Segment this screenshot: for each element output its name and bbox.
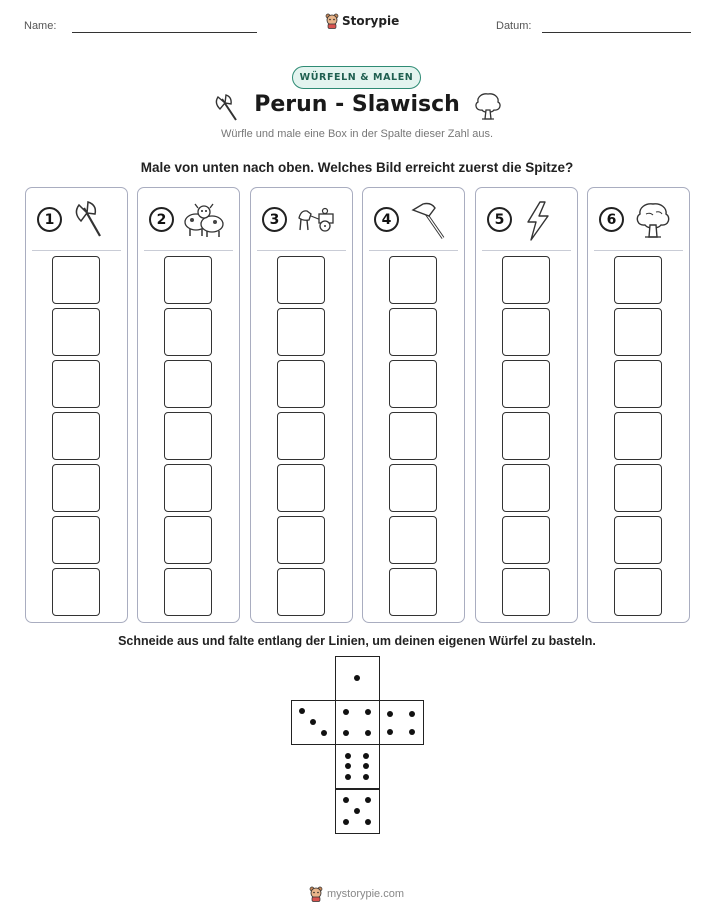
name-label: Name: xyxy=(24,20,57,32)
date-label: Datum: xyxy=(496,20,532,32)
color-box[interactable] xyxy=(614,256,662,304)
color-box[interactable] xyxy=(389,568,437,616)
column-divider xyxy=(369,250,458,251)
column-header xyxy=(588,188,689,252)
color-box[interactable] xyxy=(52,412,100,460)
column-number: 3 xyxy=(262,207,287,232)
subtitle: Würfle und male eine Box in der Spalte dieser Zahl aus. xyxy=(220,128,494,140)
lightning-icon xyxy=(520,200,556,242)
dice-face-1 xyxy=(335,656,380,701)
color-box[interactable] xyxy=(502,308,550,356)
column-3 xyxy=(250,187,353,623)
color-box[interactable] xyxy=(389,360,437,408)
pip xyxy=(354,675,360,681)
oak-tree-icon xyxy=(472,90,504,122)
pip xyxy=(409,711,415,717)
dice-face-4 xyxy=(335,700,380,745)
column-1 xyxy=(25,187,128,623)
color-box[interactable] xyxy=(277,360,325,408)
footer-url[interactable]: mystorypie.com xyxy=(327,888,405,900)
color-box[interactable] xyxy=(164,308,212,356)
dice-face-3 xyxy=(291,700,336,745)
column-header xyxy=(251,188,352,252)
pip xyxy=(299,708,305,714)
instructions: Male von unten nach oben. Welches Bild erreicht zuerst die Spitze? xyxy=(140,160,574,175)
dice-face-2 xyxy=(379,700,424,745)
cut-instructions: Schneide aus und falte entlang der Linien, um deinen eigenen Würfel zu basteln. xyxy=(118,634,596,648)
color-box[interactable] xyxy=(52,256,100,304)
date-line[interactable] xyxy=(542,32,691,33)
color-box[interactable] xyxy=(502,360,550,408)
dice-face-5 xyxy=(335,789,380,834)
color-box[interactable] xyxy=(614,568,662,616)
color-box[interactable] xyxy=(52,568,100,616)
pip xyxy=(345,753,351,759)
color-box[interactable] xyxy=(389,464,437,512)
pip xyxy=(343,819,349,825)
logo-text: Storypie xyxy=(342,14,400,28)
column-5 xyxy=(475,187,578,623)
column-header xyxy=(476,188,577,252)
column-divider xyxy=(482,250,571,251)
hammer-icon xyxy=(407,200,449,242)
column-4 xyxy=(362,187,465,623)
color-box[interactable] xyxy=(502,568,550,616)
pip xyxy=(343,730,349,736)
mascot-icon xyxy=(309,886,323,902)
horse-cart-icon xyxy=(295,200,339,240)
column-2 xyxy=(137,187,240,623)
storypie-logo xyxy=(325,13,399,29)
color-box[interactable] xyxy=(614,516,662,564)
color-box[interactable] xyxy=(614,412,662,460)
dice-face-6 xyxy=(335,744,380,789)
activity-badge: WÜRFELN & MALEN xyxy=(292,66,421,89)
pip xyxy=(345,763,351,769)
pip xyxy=(345,774,351,780)
color-box[interactable] xyxy=(277,308,325,356)
color-box[interactable] xyxy=(277,256,325,304)
color-box[interactable] xyxy=(502,256,550,304)
color-box[interactable] xyxy=(164,464,212,512)
column-6 xyxy=(587,187,690,623)
color-box[interactable] xyxy=(614,464,662,512)
color-box[interactable] xyxy=(52,308,100,356)
column-number: 1 xyxy=(37,207,62,232)
mascot-icon xyxy=(325,13,339,29)
column-header xyxy=(26,188,127,252)
oak-tree-icon xyxy=(632,200,674,242)
column-divider xyxy=(257,250,346,251)
color-box[interactable] xyxy=(277,412,325,460)
color-box[interactable] xyxy=(277,464,325,512)
color-box[interactable] xyxy=(164,568,212,616)
column-divider xyxy=(594,250,683,251)
column-number: 2 xyxy=(149,207,174,232)
pip xyxy=(365,709,371,715)
color-box[interactable] xyxy=(502,412,550,460)
column-number: 5 xyxy=(487,207,512,232)
page-title: Perun - Slawisch xyxy=(254,92,460,117)
color-box[interactable] xyxy=(164,256,212,304)
color-box[interactable] xyxy=(164,516,212,564)
pip xyxy=(365,797,371,803)
pip xyxy=(387,711,393,717)
axe-icon xyxy=(70,200,110,240)
pip xyxy=(409,729,415,735)
color-box[interactable] xyxy=(614,308,662,356)
color-box[interactable] xyxy=(52,516,100,564)
color-box[interactable] xyxy=(52,360,100,408)
pip xyxy=(365,819,371,825)
cattle-icon xyxy=(182,200,226,240)
color-box[interactable] xyxy=(277,568,325,616)
pip xyxy=(343,797,349,803)
pip xyxy=(354,808,360,814)
color-box[interactable] xyxy=(164,412,212,460)
column-header xyxy=(363,188,464,252)
pip xyxy=(387,729,393,735)
column-number: 4 xyxy=(374,207,399,232)
color-box[interactable] xyxy=(614,360,662,408)
color-box[interactable] xyxy=(502,464,550,512)
name-line[interactable] xyxy=(72,32,257,33)
color-box[interactable] xyxy=(389,256,437,304)
column-divider xyxy=(32,250,121,251)
column-divider xyxy=(144,250,233,251)
color-box[interactable] xyxy=(164,360,212,408)
pip xyxy=(365,730,371,736)
column-number: 6 xyxy=(599,207,624,232)
color-box[interactable] xyxy=(389,308,437,356)
color-box[interactable] xyxy=(389,516,437,564)
pip xyxy=(363,763,369,769)
color-box[interactable] xyxy=(389,412,437,460)
pip xyxy=(363,774,369,780)
color-box[interactable] xyxy=(502,516,550,564)
column-header xyxy=(138,188,239,252)
pip xyxy=(310,719,316,725)
color-box[interactable] xyxy=(277,516,325,564)
footer xyxy=(309,886,404,902)
pip xyxy=(343,709,349,715)
color-box[interactable] xyxy=(52,464,100,512)
pip xyxy=(321,730,327,736)
pip xyxy=(363,753,369,759)
